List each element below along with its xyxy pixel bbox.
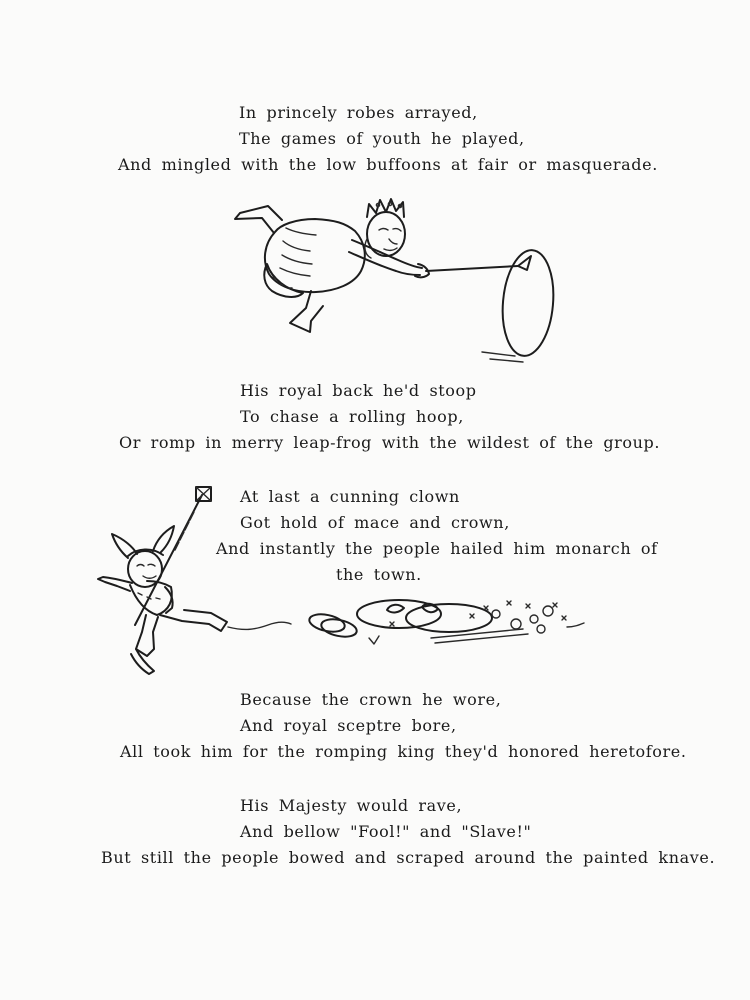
stanza-3-line-1: At last a cunning clown xyxy=(240,487,460,506)
stanza-2-line-3: Or romp in merry leap-frog with the wildest of the group. xyxy=(119,433,661,452)
stanza-2-line-1: His royal back he'd stoop xyxy=(240,381,477,400)
stanza-3-line-2: Got hold of mace and crown, xyxy=(240,513,510,532)
king-chasing-hoop-illustration xyxy=(220,195,560,370)
stanza-1-line-2: The games of youth he played, xyxy=(239,129,525,148)
stanza-5-line-3: But still the people bowed and scraped around the painted knave. xyxy=(101,848,716,867)
stanza-4-line-2: And royal sceptre bore, xyxy=(240,716,457,735)
stanza-3-line-4: the town. xyxy=(336,565,422,584)
scattered-hoops-and-toys-illustration xyxy=(260,594,590,664)
stanza-1-line-1: In princely robes arrayed, xyxy=(239,103,478,122)
stanza-5-line-1: His Majesty would rave, xyxy=(240,796,463,815)
stanza-4-line-1: Because the crown he wore, xyxy=(240,690,502,709)
stanza-2-line-2: To chase a rolling hoop, xyxy=(240,407,464,426)
stanza-5-line-2: And bellow "Fool!" and "Slave!" xyxy=(240,822,532,841)
stanza-3-line-3: And instantly the people hailed him monarch of xyxy=(216,539,658,558)
stanza-4-line-3: All took him for the romping king they'd honored heretofore. xyxy=(120,742,687,761)
stanza-1-line-3: And mingled with the low buffoons at fair or masquerade. xyxy=(118,155,658,174)
